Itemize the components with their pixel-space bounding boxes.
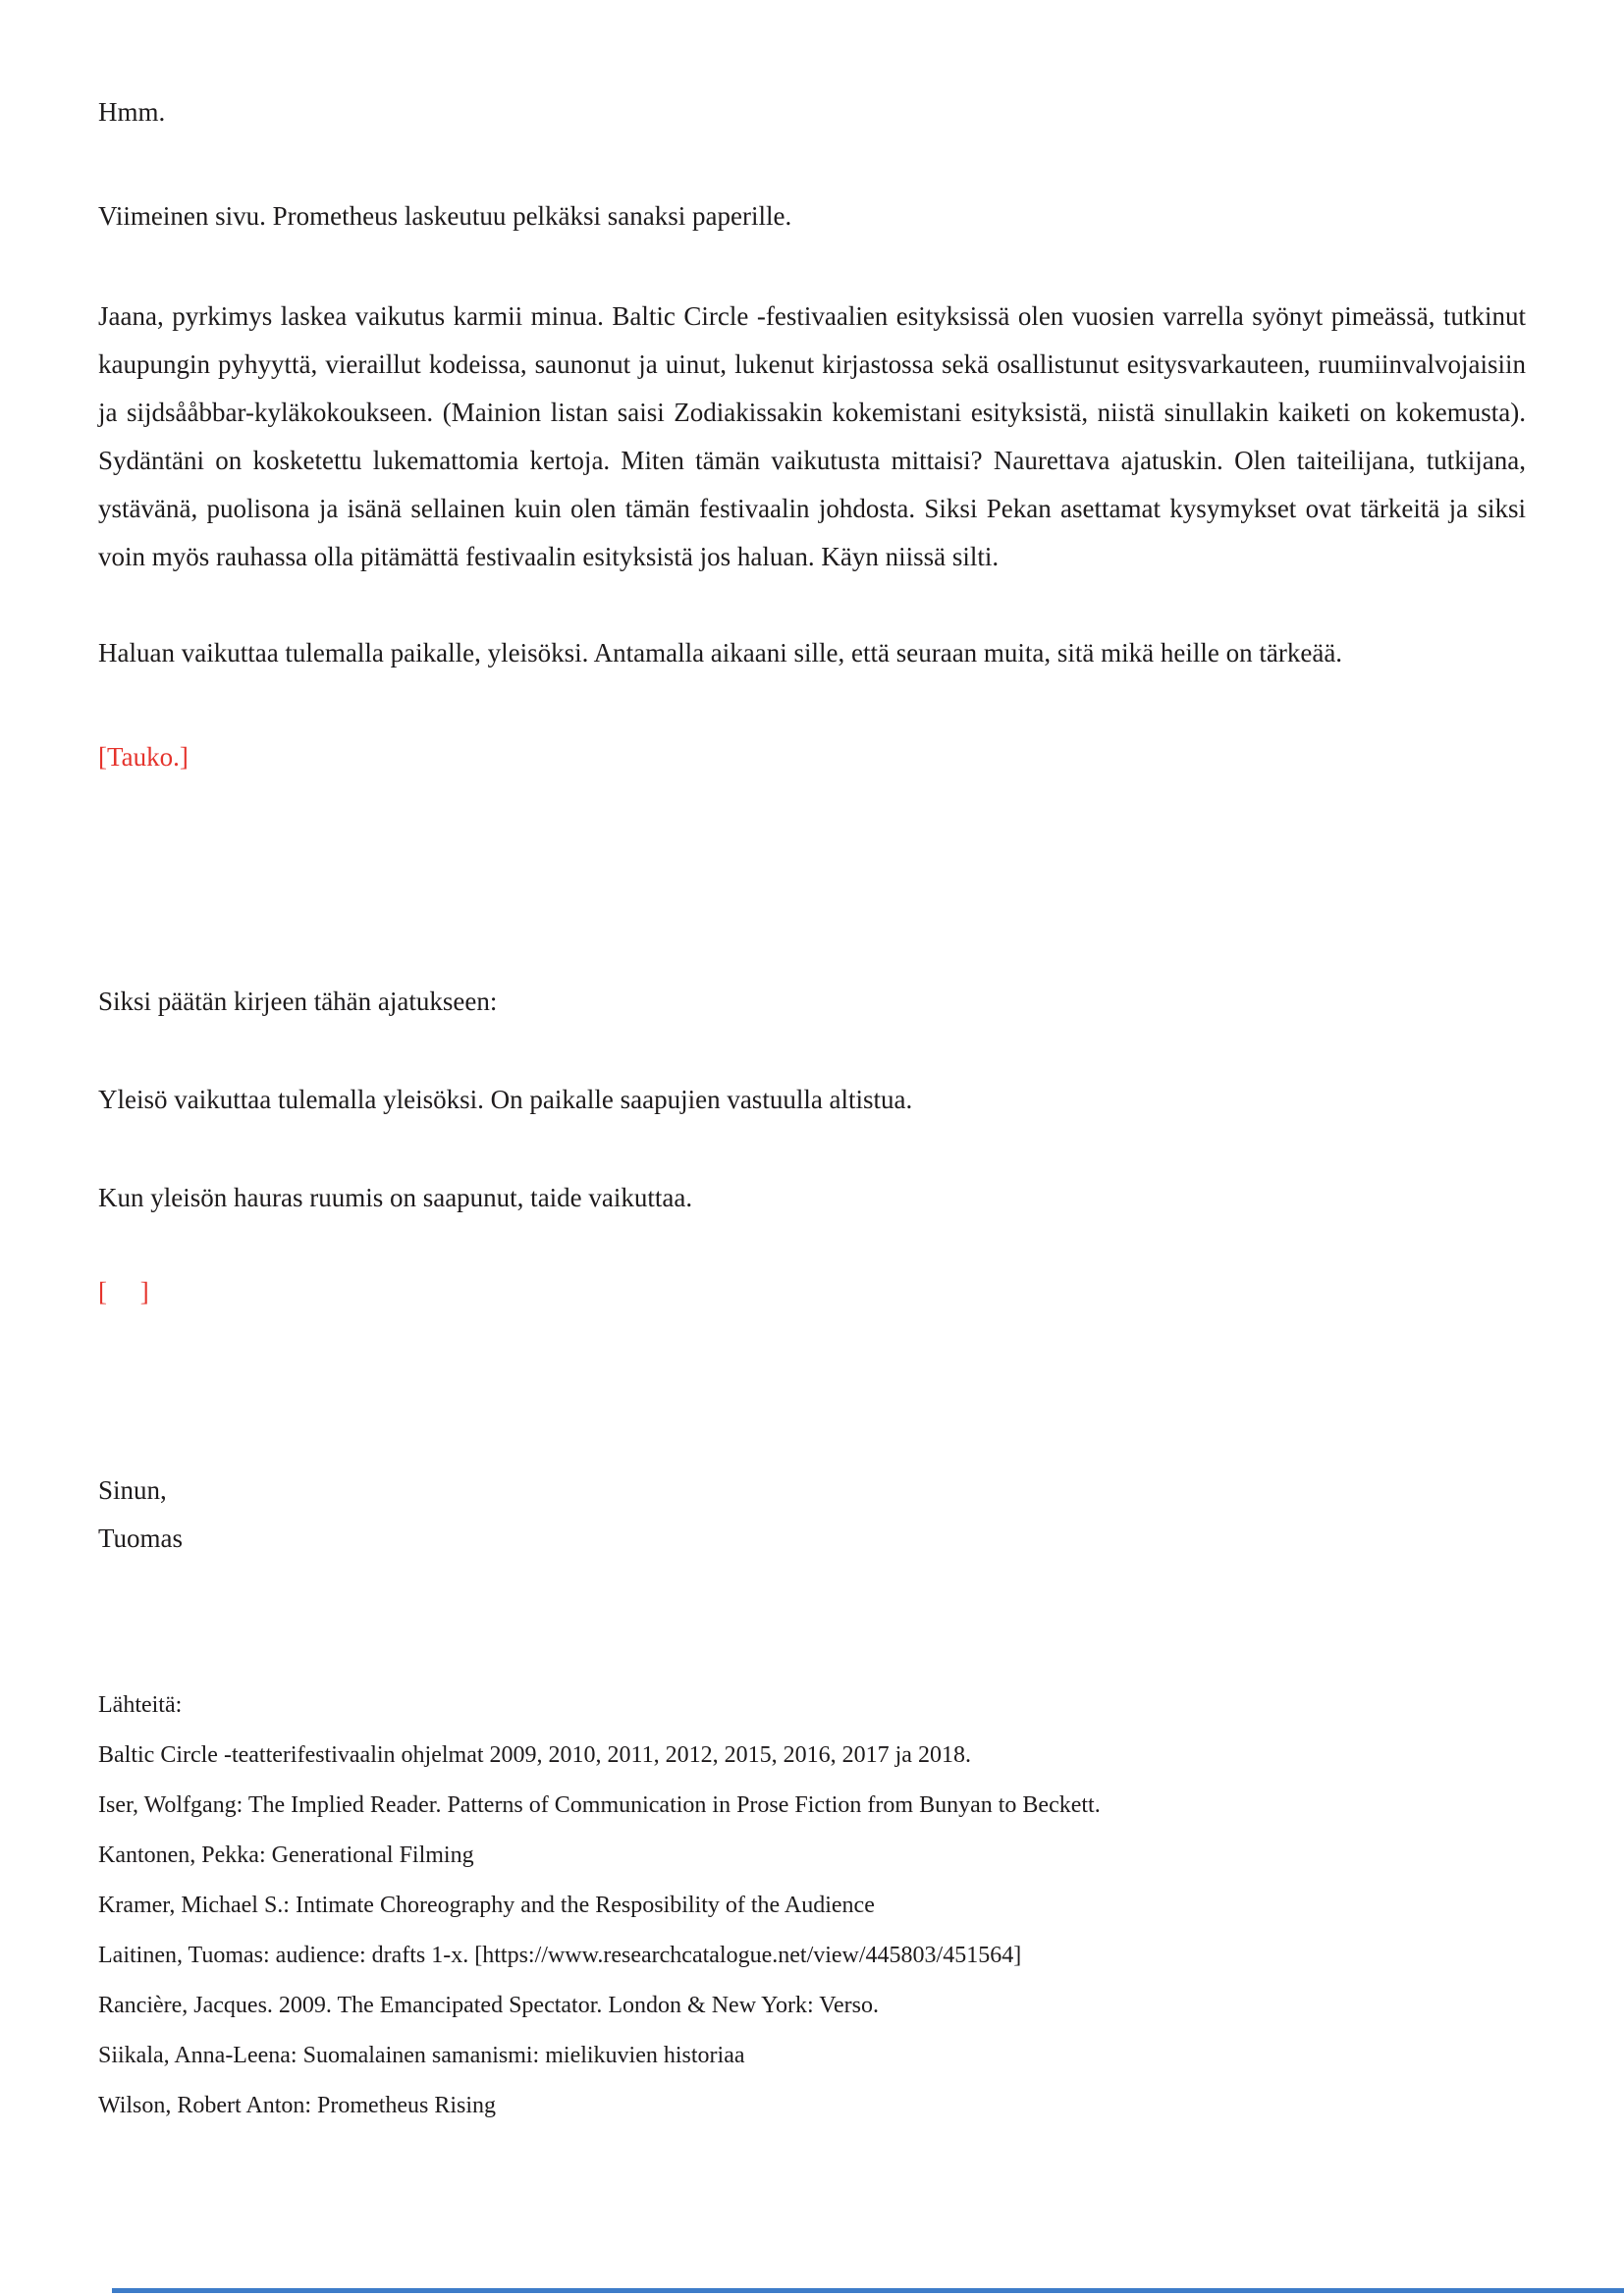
sources-heading: Lähteitä: xyxy=(98,1692,183,1718)
paragraph-siksi: Siksi päätän kirjeen tähän ajatukseen: xyxy=(98,987,498,1016)
source-item-kantonen: Kantonen, Pekka: Generational Filming xyxy=(98,1842,474,1868)
paragraph-main: Jaana, pyrkimys laskea vaikutus karmii minua. Baltic Circle -festivaalien esityksissä olen vuosien varrella syönyt pimeässä, tutkinut kaupungin pyhyyttä, vieraillut kodeissa, saunonut ja uinut, lukenut kirjastossa sekä osallistunut esitysvarkauteen, ruumiinvalvojaisiin ja sijdsååbbar-kyläkokoukseen. (Mainion listan saisi Zodiakissakin kokemistani esityksistä, niistä sinullakin kaiketi on kokemusta). Sydäntäni on kosketettu lukemattomia kertoja. Miten tämän vaikutusta mittaisi? Naurettava ajatuskin. Olen taiteilijana, tutkijana, ystävänä, puolisona ja isänä sellainen kuin olen tämän festivaalin johdosta. Siksi Pekan asettamat kysymykset ovat tärkeitä ja siksi voin myös rauhassa olla pitämättä festivaalin esityksistä jos haluan. Käyn niissä silti. xyxy=(98,301,1526,571)
source-item-iser: Iser, Wolfgang: The Implied Reader. Patterns of Communication in Prose Fiction from Bunyan to Beckett. xyxy=(98,1792,1101,1818)
paragraph-yleiso: Yleisö vaikuttaa tulemalla yleisöksi. On paikalle saapujien vastuulla altistua. xyxy=(98,1085,913,1114)
pause-marker: [Tauko.] xyxy=(98,742,189,772)
paragraph-hmm: Hmm. xyxy=(98,97,166,127)
paragraph-haluan: Haluan vaikuttaa tulemalla paikalle, yleisöksi. Antamalla aikaani sille, että seuraan muita, sitä mikä heille on tärkeää. xyxy=(98,638,1343,667)
paragraph-kun: Kun yleisön hauras ruumis on saapunut, taide vaikuttaa. xyxy=(98,1183,693,1212)
empty-bracket-marker: [ ] xyxy=(98,1277,149,1307)
source-item-wilson: Wilson, Robert Anton: Prometheus Rising xyxy=(98,2093,497,2118)
signature-name: Tuomas xyxy=(98,1523,184,1553)
source-item-ranciere: Rancière, Jacques. 2009. The Emancipated Spectator. London & New York: Verso. xyxy=(98,1993,879,2018)
bottom-blue-line xyxy=(112,2288,1624,2293)
source-item-baltic-circle: Baltic Circle -teatterifestivaalin ohjelmat 2009, 2010, 2011, 2012, 2015, 2016, 2017 ja 2018. xyxy=(98,1742,971,1768)
sources-section xyxy=(98,1681,1526,2131)
paragraph-last-page: Viimeinen sivu. Prometheus laskeutuu pelkäksi sanaksi paperille. xyxy=(98,201,792,231)
signoff: Sinun, xyxy=(98,1475,167,1505)
source-item-kramer: Kramer, Michael S.: Intimate Choreography and the Resposibility of the Audience xyxy=(98,1893,875,1918)
source-item-laitinen: Laitinen, Tuomas: audience: drafts 1-x. [https://www.researchcatalogue.net/view/445803/451564] xyxy=(98,1943,1022,1968)
source-item-siikala: Siikala, Anna-Leena: Suomalainen samanismi: mielikuvien historiaa xyxy=(98,2043,745,2068)
